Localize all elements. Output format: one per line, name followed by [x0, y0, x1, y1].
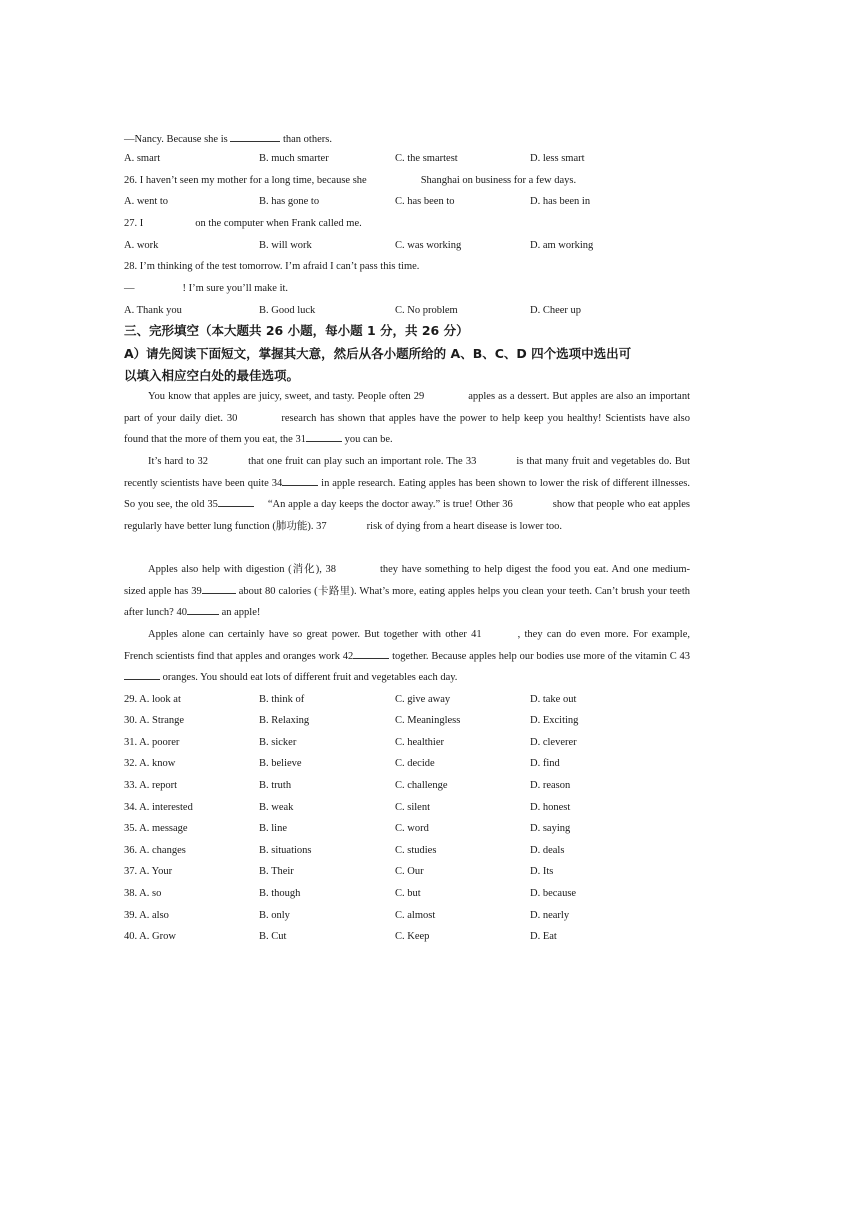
option-a: 34. A. interested	[124, 802, 193, 813]
option-d: D. Eat	[530, 931, 557, 942]
section-instruction-line1: A）请先阅读下面短文，掌握其大意，然后从各小题所给的 A、B、C、D 四个选项中选出可	[124, 346, 632, 361]
passage-text: It’s hard to 32	[148, 456, 209, 467]
option-c: C. give away	[395, 694, 451, 705]
option-b: B. Their	[259, 866, 294, 877]
section-instruction-line2: 以填入相应空白处的最佳选项。	[124, 368, 300, 383]
cloze-option-row	[124, 865, 684, 879]
option-a: 30. A. Strange	[124, 715, 185, 726]
option-d: D. has been in	[530, 196, 591, 207]
passage-text: You know that apples are juicy, sweet, and tasty. People often 29	[148, 391, 425, 402]
option-a: 36. A. changes	[124, 845, 186, 856]
option-c: C. but	[395, 888, 421, 899]
option-b: B. think of	[259, 694, 305, 705]
q27-options	[124, 239, 684, 253]
passage-text: Apples also help with digestion (消化), 38	[148, 564, 336, 575]
option-c: C. was working	[395, 240, 462, 251]
passage-text: together. Because apples help our bodies use more of the vitamin C 43	[392, 650, 690, 662]
passage-text: oranges. You should eat lots of different fruit and vegetables each day.	[162, 672, 458, 684]
passage-text: Apples alone can certainly have so great power. But together with other 41	[148, 629, 482, 640]
blank	[187, 604, 219, 615]
option-d: D. saying	[530, 823, 571, 834]
option-b: B. situations	[259, 845, 312, 856]
option-d: D. less smart	[530, 153, 585, 164]
cloze-option-row	[124, 757, 684, 771]
option-a: 38. A. so	[124, 888, 162, 899]
q26-stem	[124, 174, 576, 188]
passage-text: risk of dying from a heart disease is lower too.	[366, 520, 563, 532]
option-b: B. Relaxing	[259, 715, 310, 726]
option-c: C. word	[395, 823, 429, 834]
option-d: D. Its	[530, 866, 554, 877]
option-a: A. smart	[124, 153, 161, 164]
blank	[306, 431, 342, 442]
option-d: D. cleverer	[530, 737, 577, 748]
cloze-option-row	[124, 714, 684, 728]
q28-response	[124, 282, 288, 296]
option-c: C. studies	[395, 845, 437, 856]
passage-paragraph-3	[124, 559, 690, 624]
passage-text: they have something to help digest the food you eat. And one medium-sized apple has 39	[124, 564, 690, 597]
q27-stem	[124, 217, 362, 231]
option-c: C. has been to	[395, 196, 455, 207]
blank	[353, 648, 389, 659]
option-b: B. much smarter	[259, 153, 329, 164]
blank	[230, 131, 280, 142]
option-d: D. take out	[530, 694, 577, 705]
q28-stem: 28. I’m thinking of the test tomorrow. I’m afraid I can’t pass this time.	[124, 261, 420, 272]
q25-stem	[124, 131, 332, 147]
option-a: 33. A. report	[124, 780, 178, 791]
cloze-option-row	[124, 887, 684, 901]
q25-stem-text2: than others.	[282, 134, 332, 145]
q25-stem-text: —Nancy. Because she is	[124, 134, 228, 145]
cloze-option-row	[124, 801, 684, 815]
q26-stem-pre: 26. I haven’t seen my mother for a long time, because she	[124, 175, 367, 186]
option-b: B. truth	[259, 780, 292, 791]
option-c: C. the smartest	[395, 153, 458, 164]
passage-paragraph-2	[124, 451, 690, 537]
option-b: B. Cut	[259, 931, 287, 942]
option-b: B. believe	[259, 758, 302, 769]
option-b: B. line	[259, 823, 287, 834]
option-b: B. only	[259, 910, 290, 921]
cloze-option-row	[124, 822, 684, 836]
option-a: 35. A. message	[124, 823, 188, 834]
option-d: D. Exciting	[530, 715, 579, 726]
passage-text: , they can do even more. For example, French scientists find that apples and oranges work 42	[124, 629, 690, 662]
blank	[202, 583, 236, 594]
option-a: A. Thank you	[124, 305, 182, 316]
option-a: 32. A. know	[124, 758, 176, 769]
option-c: C. No problem	[395, 305, 458, 316]
option-c: C. Meaningless	[395, 715, 461, 726]
option-c: C. Keep	[395, 931, 430, 942]
q26-options	[124, 195, 684, 209]
cloze-option-row	[124, 693, 684, 707]
q28-options	[124, 304, 684, 318]
option-d: D. Cheer up	[530, 305, 582, 316]
section-heading: 三、完形填空（本大题共 26 小题，每小题 1 分，共 26 分）	[124, 323, 469, 338]
option-c: C. Our	[395, 866, 424, 877]
passage-text: that one fruit can play such an important role. The 33	[248, 456, 477, 467]
option-c: C. healthier	[395, 737, 444, 748]
cloze-option-row	[124, 909, 684, 923]
option-a: 39. A. also	[124, 910, 169, 921]
passage-text: “An apple a day keeps the doctor away.” is true! Other 36	[267, 499, 513, 511]
q27-stem-pre: 27. I	[124, 218, 144, 229]
passage-text: in apple research. Eating apples has been shown to lower the risk of different illnesses. So you see, the old 35	[124, 477, 690, 511]
option-d: D. deals	[530, 845, 565, 856]
option-d: D. find	[530, 758, 560, 769]
q28-dash: —	[124, 283, 135, 294]
option-b: B. will work	[259, 240, 312, 251]
cloze-option-row	[124, 736, 684, 750]
passage-text: is that many fruit and vegetables do. But recently scientists have been quite 34	[124, 456, 690, 489]
blank	[218, 496, 254, 507]
option-a: A. went to	[124, 196, 169, 207]
q25-options	[124, 152, 684, 166]
passage-text: apples as a dessert. But apples are also an important part of your daily diet. 30	[124, 391, 690, 424]
cloze-option-row	[124, 930, 684, 944]
option-b: B. sicker	[259, 737, 297, 748]
option-d: D. am working	[530, 240, 594, 251]
option-d: D. honest	[530, 802, 571, 813]
option-a: 37. A. Your	[124, 866, 173, 877]
passage-text: an apple!	[221, 607, 261, 619]
option-a: 29. A. look at	[124, 694, 181, 705]
option-c: C. decide	[395, 758, 435, 769]
option-c: C. almost	[395, 910, 436, 921]
passage-text: show that people who eat apples regularly have better lung function (肺功能). 37	[124, 499, 690, 532]
option-d: D. reason	[530, 780, 571, 791]
passage-text: about 80 calories (卡路里). What’s more, eating apples helps you clean your teeth. Can’t brush your teeth after lunch? 40	[124, 585, 690, 619]
passage-text: research has shown that apples have the power to help keep you healthy! Scientists have also found that the more of them you eat, the 31	[124, 412, 690, 446]
q27-stem-post: on the computer when Frank called me.	[195, 218, 362, 229]
blank	[282, 475, 318, 486]
option-b: B. Good luck	[259, 305, 316, 316]
blank	[124, 669, 160, 680]
option-b: B. though	[259, 888, 301, 899]
option-a: 31. A. poorer	[124, 737, 180, 748]
option-d: D. nearly	[530, 910, 570, 921]
q28-response-text: ! I’m sure you’ll make it.	[182, 283, 289, 294]
passage-paragraph-1	[124, 386, 690, 451]
option-b: B. has gone to	[259, 196, 320, 207]
cloze-option-row	[124, 844, 684, 858]
option-c: C. silent	[395, 802, 431, 813]
passage-text: you can be.	[344, 434, 393, 446]
option-b: B. weak	[259, 802, 294, 813]
q26-stem-post: Shanghai on business for a few days.	[420, 175, 577, 186]
option-c: C. challenge	[395, 780, 448, 791]
option-d: D. because	[530, 888, 577, 899]
passage-paragraph-4	[124, 624, 690, 689]
option-a: A. work	[124, 240, 159, 251]
option-a: 40. A. Grow	[124, 931, 176, 942]
cloze-option-row	[124, 779, 684, 793]
